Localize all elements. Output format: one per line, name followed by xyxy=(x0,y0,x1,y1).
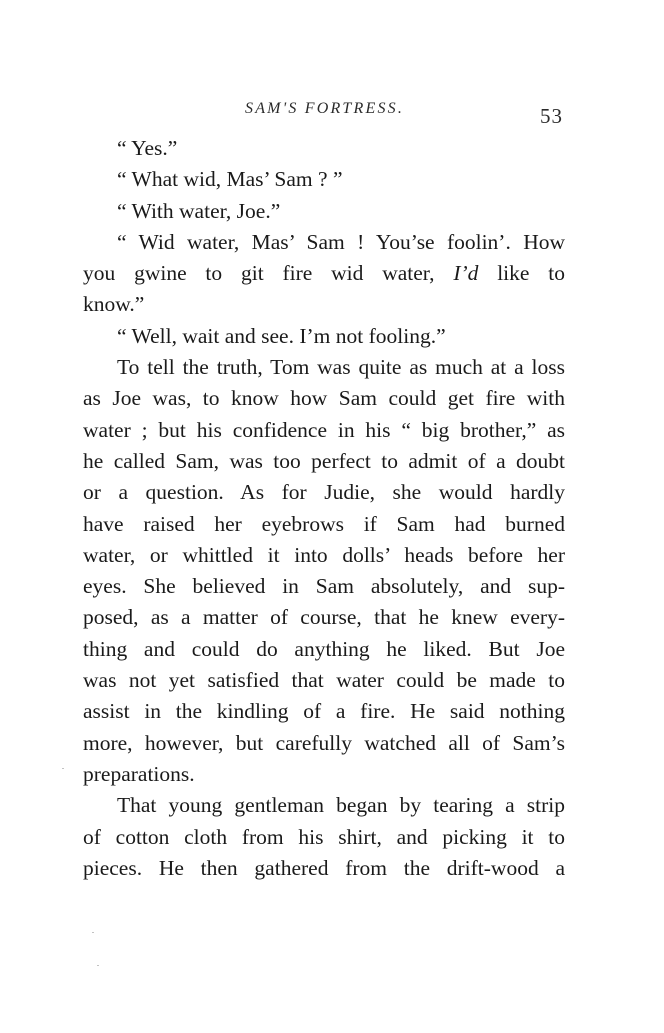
text-line: water ; but his confidence in his “ big brother,” as xyxy=(83,417,565,442)
text-line: have raised her eyebrows if Sam had burned xyxy=(83,511,565,536)
running-head xyxy=(0,100,664,130)
text-line xyxy=(83,227,565,258)
text-line: or a question. As for Judie, she would hardly xyxy=(83,480,565,505)
paper-speck xyxy=(97,965,99,966)
page-number: 53 xyxy=(540,104,563,128)
paper-speck xyxy=(92,932,94,933)
text-line xyxy=(83,258,565,289)
text-line: “ Well, wait and see. I’m not fooling.” xyxy=(117,323,446,348)
text-line: of cotton cloth from his shirt, and picking it to xyxy=(83,824,565,849)
text-line: more, however, but carefully watched all of Sam’s xyxy=(83,730,565,755)
text-line: “ Yes.” xyxy=(117,136,178,160)
text-line: thing and could do anything he liked. But Joe xyxy=(83,636,565,661)
text-line: water, or whittled it into dolls’ heads before her xyxy=(83,542,565,567)
emphasized-word: I’d xyxy=(453,261,479,286)
text-line: was not yet satisfied that water could be made to xyxy=(83,668,565,693)
text-line: eyes. She believed in Sam absolutely, and sup- xyxy=(83,574,565,599)
text-line: To tell the truth, Tom was quite as much at a loss xyxy=(117,355,565,380)
text-line: posed, as a matter of course, that he knew every- xyxy=(83,605,565,630)
text-line: “ What wid, Mas’ Sam ? ” xyxy=(117,167,343,192)
text-line: That young gentleman began by tearing a strip xyxy=(117,793,565,818)
text-line: pieces. He then gathered from the drift-wood a xyxy=(83,855,565,880)
paper-speck xyxy=(62,768,64,769)
text-line: know.” xyxy=(83,292,145,317)
dialogue-line-continued: you gwine to git fire wid water, I’d like to xyxy=(83,261,565,286)
dialogue-line-start: “ Wid water, Mas’ Sam ! You’se foolin’. How xyxy=(117,229,565,254)
text-line: assist in the kindling of a fire. He said nothing xyxy=(83,699,565,724)
running-title: SAM'S FORTRESS. xyxy=(245,100,405,117)
text-line: he called Sam, was too perfect to admit of a doubt xyxy=(83,448,565,473)
body-text xyxy=(83,133,565,884)
text-line: preparations. xyxy=(83,761,195,786)
text-line: “ With water, Joe.” xyxy=(117,198,281,223)
text-line: as Joe was, to know how Sam could get fire with xyxy=(83,386,565,411)
